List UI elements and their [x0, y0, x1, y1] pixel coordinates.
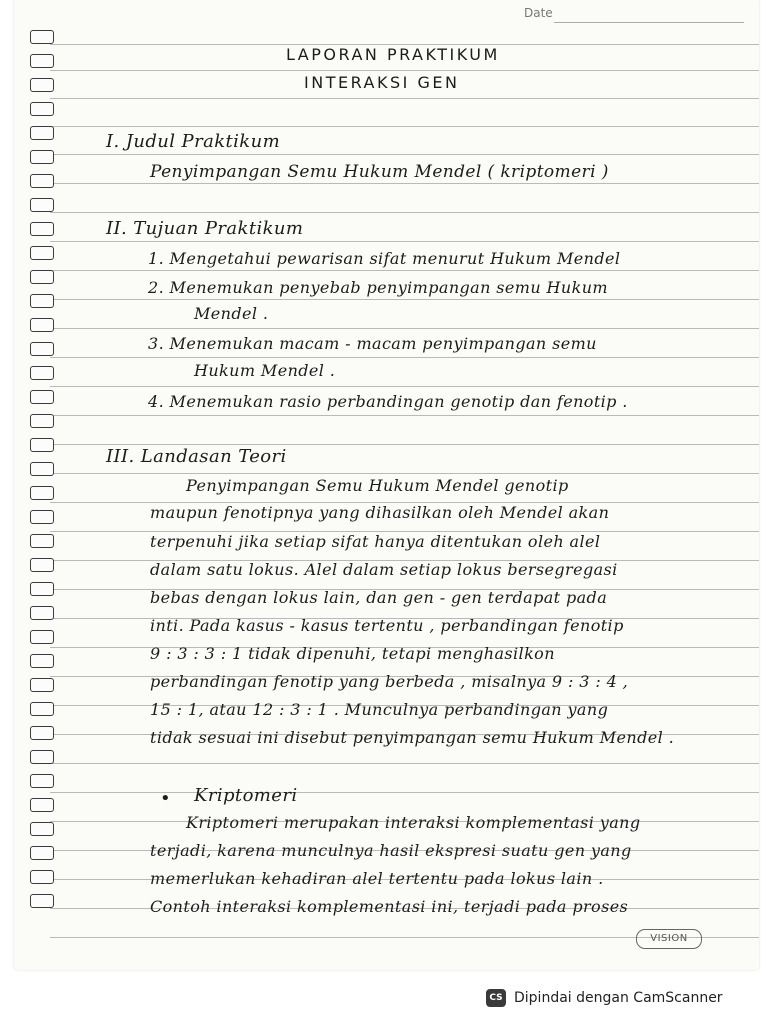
- objective-1: 1. Mengetahui pewarisan sifat menurut Hukum Mendel: [148, 249, 621, 268]
- theory-line: perbandingan fenotip yang berbeda , misalnya 9 : 3 : 4 ,: [150, 672, 629, 691]
- binding-holes: [28, 30, 60, 930]
- objective-2: 2. Menemukan penyebab penyimpangan semu Hukum: [148, 278, 608, 297]
- section-1-heading: I. Judul Praktikum: [106, 131, 281, 152]
- theory-line: 15 : 1, atau 12 : 3 : 1 . Munculnya perbandingan yang: [150, 700, 609, 719]
- theory-line: terpenuhi jika setiap sifat hanya ditentukan oleh alel: [150, 532, 601, 551]
- theory-line: inti. Pada kasus - kasus tertentu , perbandingan fenotip: [150, 616, 624, 635]
- report-subtitle: INTERAKSI GEN: [304, 73, 460, 92]
- date-label: Date: [524, 6, 553, 20]
- objective-3: 3. Menemukan macam - macam penyimpangan semu: [148, 334, 597, 353]
- subsection-line: terjadi, karena munculnya hasil ekspresi suatu gen yang: [150, 841, 632, 860]
- subsection-line: Contoh interaksi komplementasi ini, terjadi pada proses: [150, 897, 629, 916]
- objective-3-cont: Hukum Mendel .: [194, 361, 336, 380]
- theory-line: maupun fenotipnya yang dihasilkan oleh Mendel akan: [150, 503, 610, 522]
- objective-2-cont: Mendel .: [194, 304, 269, 323]
- watermark-text: Dipindai dengan CamScanner: [514, 990, 723, 1006]
- report-title: LAPORAN PRAKTIKUM: [286, 45, 500, 64]
- subsection-heading: Kriptomeri: [194, 785, 298, 806]
- theory-line: tidak sesuai ini disebut penyimpangan semu Hukum Mendel .: [150, 728, 675, 747]
- subsection-line: Kriptomeri merupakan interaksi komplementasi yang: [186, 813, 641, 832]
- notebook-page: [14, 0, 759, 970]
- theory-line: 9 : 3 : 3 : 1 tidak dipenuhi, tetapi menghasilkon: [150, 644, 555, 663]
- scanner-watermark: [486, 988, 723, 1008]
- theory-line: bebas dengan lokus lain, dan gen - gen terdapat pada: [150, 588, 608, 607]
- bullet-icon: •: [160, 788, 172, 809]
- subsection-line: memerlukan kehadiran alel tertentu pada lokus lain .: [150, 869, 604, 888]
- date-line: [554, 22, 744, 23]
- section-3-heading: III. Landasan Teori: [106, 446, 287, 467]
- theory-line: Penyimpangan Semu Hukum Mendel genotip: [186, 476, 569, 495]
- section-2-heading: II. Tujuan Praktikum: [106, 218, 304, 239]
- section-1-text: Penyimpangan Semu Hukum Mendel ( kriptomeri ): [150, 162, 609, 182]
- theory-line: dalam satu lokus. Alel dalam setiap lokus bersegregasi: [150, 560, 618, 579]
- paper-brand-logo: VISION: [636, 929, 702, 949]
- camscanner-icon: CS: [486, 989, 506, 1007]
- objective-4: 4. Menemukan rasio perbandingan genotip dan fenotip .: [148, 392, 628, 411]
